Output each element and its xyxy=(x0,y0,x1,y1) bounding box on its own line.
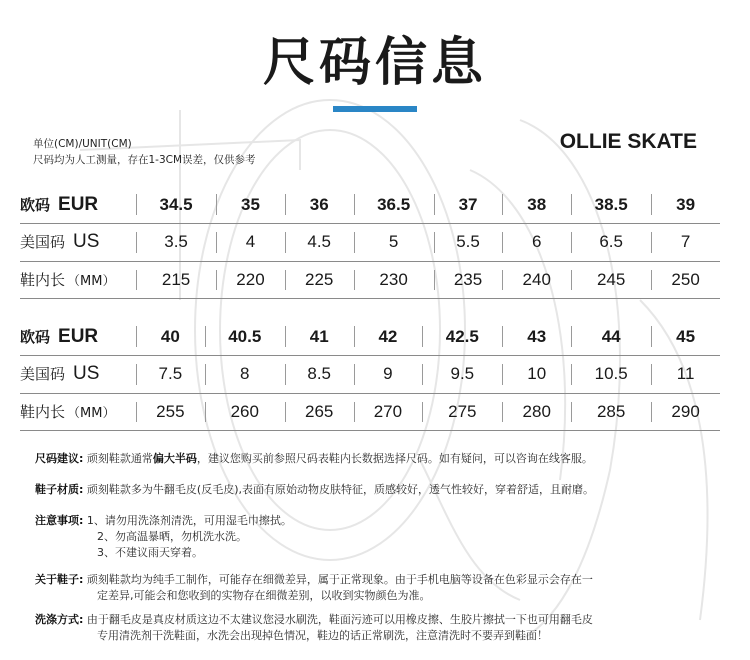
insole-length-cell: 275 xyxy=(422,393,502,431)
insole-length-cell: 270 xyxy=(354,393,423,431)
emphasis-text: 偏大半码 xyxy=(152,452,197,465)
insole-length-cell: 225 xyxy=(285,261,354,299)
table-row-us xyxy=(20,224,720,262)
row-header-mm: 鞋内长 （MM） xyxy=(20,393,136,431)
size-table-1 xyxy=(20,186,720,299)
measurement-disclaimer: 尺码均为人工测量，存在1-3CM误差，仅供参考 xyxy=(33,154,256,166)
us-size-cell: 7 xyxy=(651,224,720,262)
us-size-cell: 4 xyxy=(216,224,285,262)
note-washing: 洗涤方式: 由于翻毛皮是真皮材质这边不太建议您浸水刷洗，鞋面污迹可以用橡皮擦、生胶片擦拭一下也可用翻毛皮 专用清洗剂干洗鞋面，水洗会出现掉色情况，鞋边的话正常刷洗，注意清洗时不要弄到鞋面！ xyxy=(35,613,593,642)
note-about-shoes: 关于鞋子: 顽刻鞋款均为纯手工制作，可能存在细微差异，属于正常现象。由于手机电脑等设备在色彩显示会存在一 定差异,可能会和您收到的实物存在细微差别，以收到实物颜色为准。 xyxy=(35,573,593,602)
brand-name: OLLIE SKATE xyxy=(559,130,697,153)
row-header-us: 美国码 US xyxy=(20,224,136,262)
insole-length-cell: 240 xyxy=(502,261,571,299)
caution-item: 3、不建议雨天穿着。 xyxy=(97,546,203,559)
caution-item: 1、请勿用洗涤剂清洗，可用湿毛巾擦拭。 xyxy=(86,514,292,527)
insole-length-cell: 260 xyxy=(205,393,285,431)
table-row-mm xyxy=(20,393,720,431)
us-size-cell: 4.5 xyxy=(285,224,354,262)
eur-size-cell: 36.5 xyxy=(354,186,434,224)
insole-length-cell: 255 xyxy=(136,393,205,431)
insole-length-cell: 285 xyxy=(571,393,651,431)
note-label: 关于鞋子: xyxy=(35,573,84,586)
page-title: 尺码信息 xyxy=(262,33,487,93)
eur-size-cell: 40 xyxy=(136,318,205,356)
table-row-eur xyxy=(20,318,720,356)
us-size-cell: 7.5 xyxy=(136,356,205,394)
us-size-cell: 6.5 xyxy=(571,224,651,262)
title-underline xyxy=(333,106,417,112)
note-label: 洗涤方式: xyxy=(35,613,84,626)
us-size-cell: 8.5 xyxy=(285,356,354,394)
us-size-cell: 6 xyxy=(502,224,571,262)
eur-size-cell: 41 xyxy=(285,318,354,356)
insole-length-cell: 230 xyxy=(354,261,434,299)
insole-length-cell: 215 xyxy=(136,261,216,299)
row-header-us: 美国码 US xyxy=(20,356,136,394)
eur-size-cell: 45 xyxy=(651,318,720,356)
table-row-us xyxy=(20,356,720,394)
insole-length-cell: 245 xyxy=(571,261,651,299)
note-cautions xyxy=(35,513,705,561)
row-header-eur: 欧码 EUR xyxy=(20,186,136,224)
insole-length-cell: 265 xyxy=(285,393,354,431)
eur-size-cell: 39 xyxy=(651,186,720,224)
insole-length-cell: 290 xyxy=(651,393,720,431)
row-header-eur: 欧码 EUR xyxy=(20,318,136,356)
unit-label: 单位(CM)/UNIT(CM) xyxy=(33,138,132,150)
eur-size-cell: 34.5 xyxy=(136,186,216,224)
eur-size-cell: 38.5 xyxy=(571,186,651,224)
table-row-eur xyxy=(20,186,720,224)
note-size-advice: 尺码建议: 顽刻鞋款通常偏大半码，建议您购买前参照尺码表鞋内长数据选择尺码。如有疑问，可以咨询在线客服。 xyxy=(35,452,593,465)
note-label: 注意事项: xyxy=(35,514,84,527)
row-header-mm: 鞋内长 （MM） xyxy=(20,261,136,299)
insole-length-cell: 280 xyxy=(502,393,571,431)
table-row-mm xyxy=(20,261,720,299)
us-size-cell: 9 xyxy=(354,356,423,394)
us-size-cell: 9.5 xyxy=(422,356,502,394)
eur-size-cell: 43 xyxy=(502,318,571,356)
us-size-cell: 8 xyxy=(205,356,285,394)
note-label: 鞋子材质: xyxy=(35,483,84,496)
insole-length-cell: 250 xyxy=(651,261,720,299)
size-table-2 xyxy=(20,318,720,431)
us-size-cell: 3.5 xyxy=(136,224,216,262)
eur-size-cell: 35 xyxy=(216,186,285,224)
note-label: 尺码建议: xyxy=(35,452,84,465)
us-size-cell: 10 xyxy=(502,356,571,394)
us-size-cell: 5.5 xyxy=(434,224,503,262)
eur-size-cell: 37 xyxy=(434,186,503,224)
eur-size-cell: 38 xyxy=(502,186,571,224)
eur-size-cell: 42.5 xyxy=(422,318,502,356)
us-size-cell: 10.5 xyxy=(571,356,651,394)
caution-item: 2、勿高温暴晒，勿机洗水洗。 xyxy=(97,530,247,543)
insole-length-cell: 235 xyxy=(434,261,503,299)
note-material: 鞋子材质: 顽刻鞋款多为牛翻毛皮(反毛皮),表面有原始动物皮肤特征，质感较好，透气性较好，穿着舒适，且耐磨。 xyxy=(35,483,594,496)
eur-size-cell: 40.5 xyxy=(205,318,285,356)
eur-size-cell: 36 xyxy=(285,186,354,224)
eur-size-cell: 42 xyxy=(354,318,423,356)
us-size-cell: 11 xyxy=(651,356,720,394)
us-size-cell: 5 xyxy=(354,224,434,262)
eur-size-cell: 44 xyxy=(571,318,651,356)
insole-length-cell: 220 xyxy=(216,261,285,299)
